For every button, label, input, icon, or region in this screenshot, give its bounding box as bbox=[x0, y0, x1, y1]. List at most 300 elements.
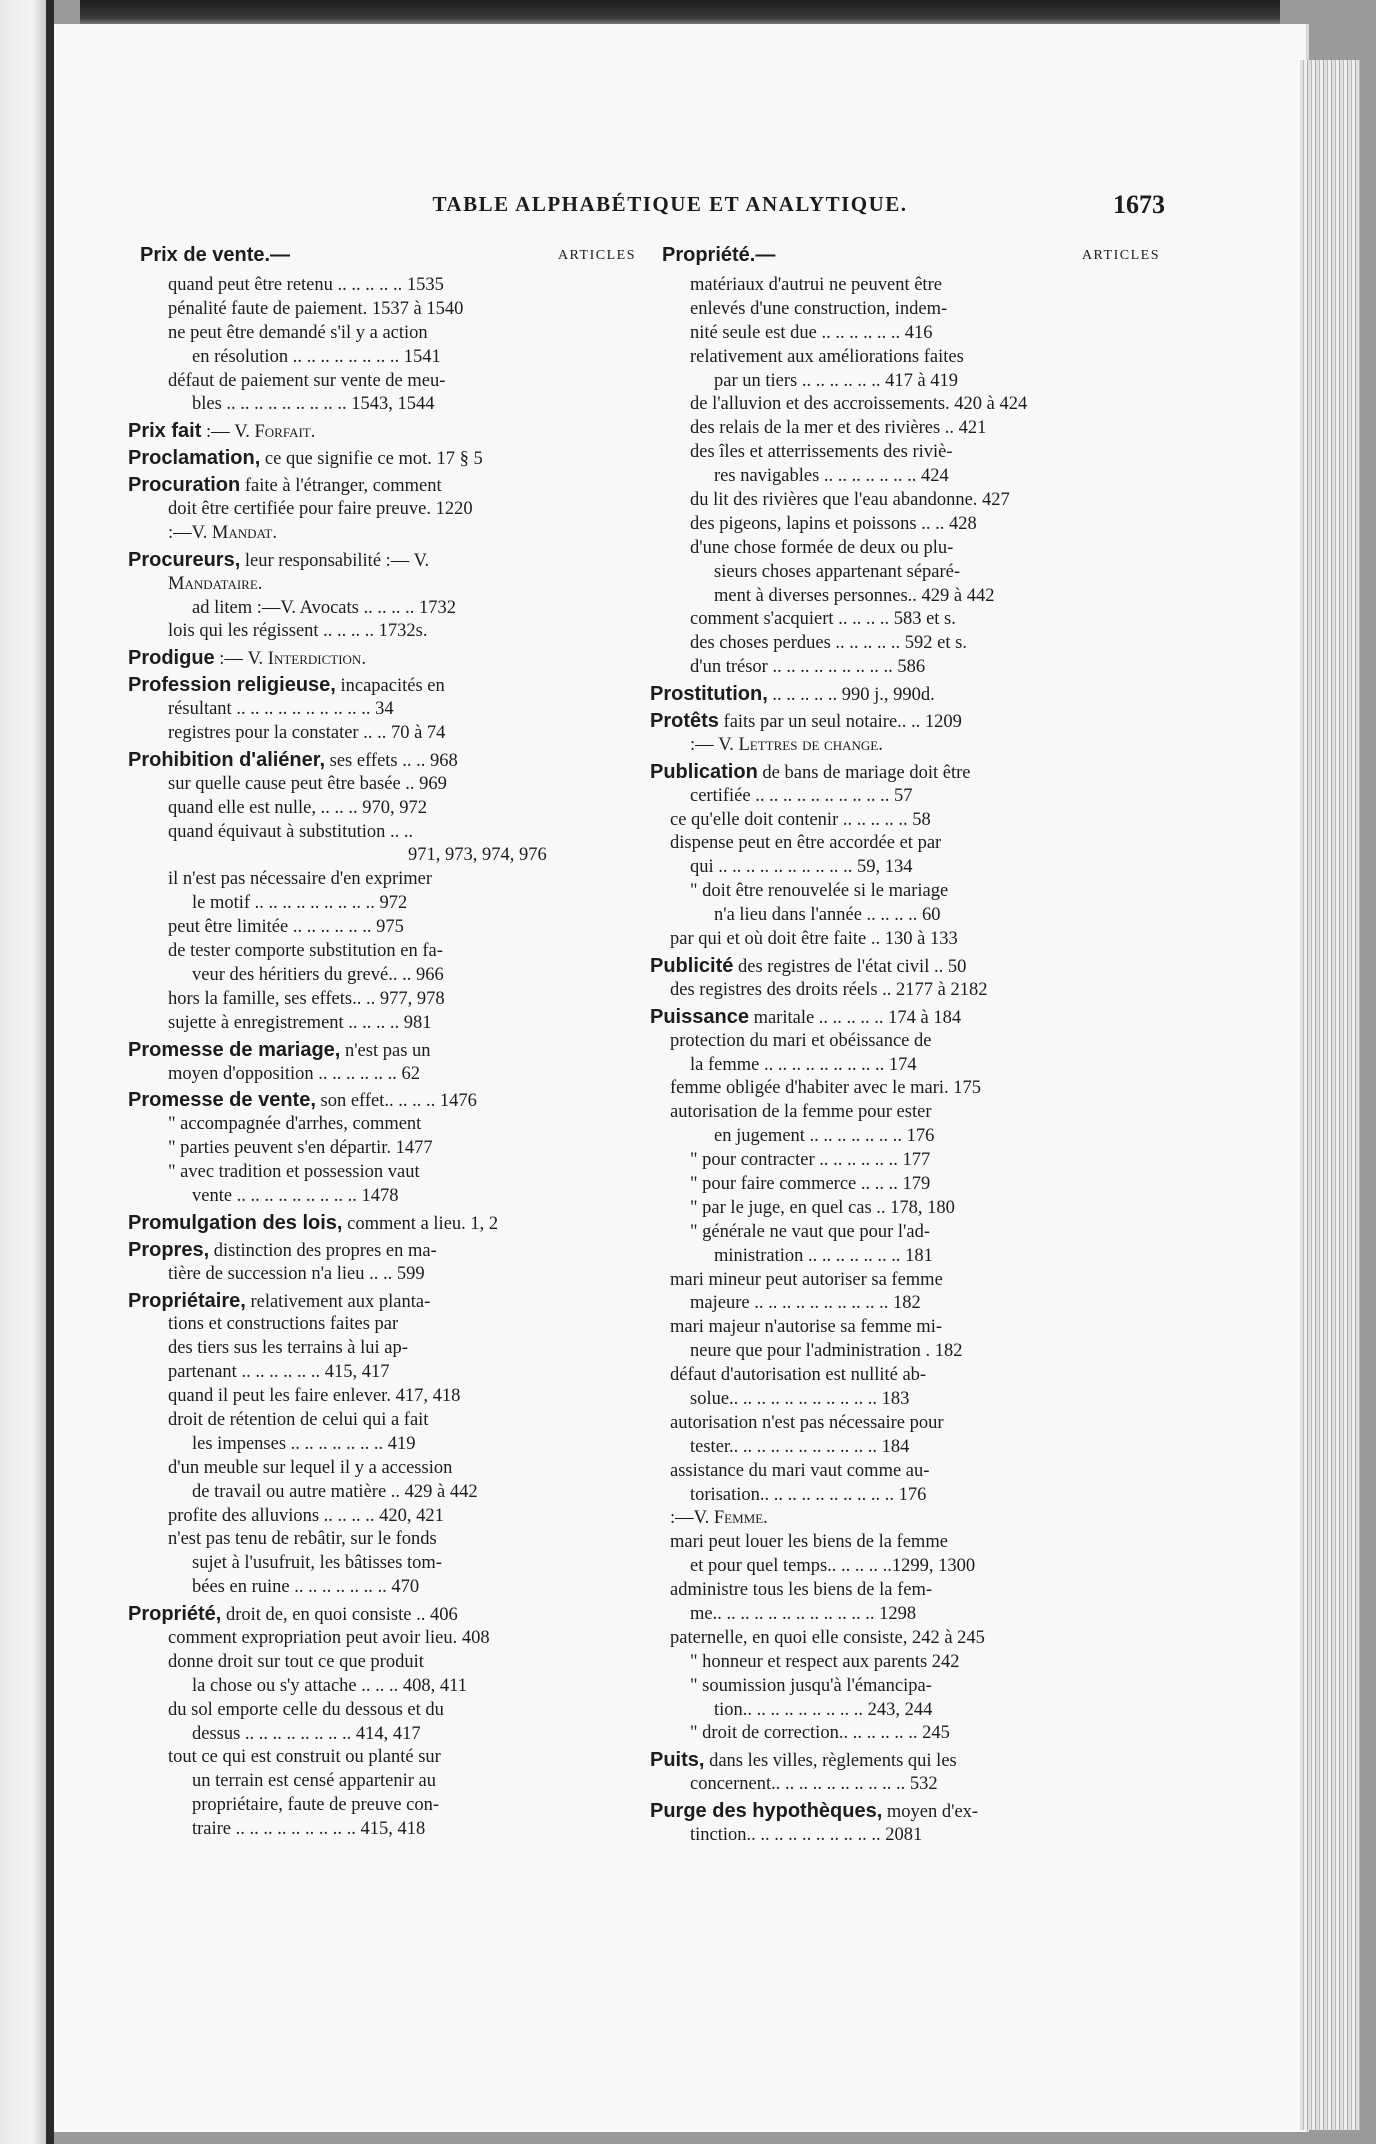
index-text: défaut d'autorisation est nullité ab- bbox=[670, 1365, 927, 1386]
index-text: " générale ne vaut que pour l'ad- bbox=[690, 1221, 930, 1242]
index-text: mari majeur n'autorise sa femme mi- bbox=[670, 1317, 942, 1338]
index-text: bées en ruine .. .. .. .. .. .. .. 470 bbox=[192, 1577, 420, 1598]
index-text: dans les villes, règlements qui les bbox=[709, 1751, 957, 1772]
index-text: faite à l'étranger, comment bbox=[244, 476, 442, 497]
index-text: du sol emporte celle du dessous et du bbox=[168, 1699, 444, 1720]
index-line bbox=[128, 1161, 636, 1185]
index-term: Prostitution, bbox=[650, 683, 768, 706]
index-text: défaut de paiement sur vente de meu- bbox=[168, 370, 446, 391]
index-text: la femme .. .. .. .. .. .. .. .. .. 174 bbox=[690, 1054, 917, 1075]
index-term: Propriétaire, bbox=[128, 1289, 246, 1312]
index-line bbox=[650, 417, 1160, 441]
index-line bbox=[650, 441, 1160, 465]
index-line bbox=[128, 1552, 636, 1576]
index-text: majeure .. .. .. .. .. .. .. .. .. .. 182 bbox=[690, 1293, 921, 1314]
index-text: de travail ou autre matière .. 429 à 442 bbox=[192, 1481, 478, 1502]
cross-reference: V. Lettres de change. bbox=[718, 734, 883, 755]
index-term: Procuration bbox=[128, 474, 241, 497]
index-line bbox=[128, 1361, 636, 1385]
index-line bbox=[650, 1412, 1160, 1436]
index-text: tion.. .. .. .. .. .. .. .. .. 243, 244 bbox=[714, 1699, 933, 1720]
index-text: " soumission jusqu'à l'émancipa- bbox=[690, 1675, 932, 1696]
index-line bbox=[128, 1137, 636, 1161]
index-text: des registres des droits réels .. 2177 à 2182 bbox=[670, 979, 988, 1000]
index-line bbox=[128, 447, 636, 471]
cross-reference: V. Femme. bbox=[693, 1508, 768, 1529]
index-text: peut être limitée .. .. .. .. .. .. 975 bbox=[168, 917, 404, 938]
index-line bbox=[650, 632, 1160, 656]
index-line bbox=[650, 904, 1160, 928]
index-line bbox=[650, 955, 1160, 979]
index-line bbox=[128, 1239, 636, 1263]
index-text: sur quelle cause peut être basée .. 969 bbox=[168, 773, 447, 794]
index-text: des pigeons, lapins et poissons .. .. 428 bbox=[690, 513, 977, 534]
index-line bbox=[128, 1313, 636, 1337]
index-text: les impenses .. .. .. .. .. .. .. 419 bbox=[192, 1433, 416, 1454]
index-line bbox=[650, 1627, 1160, 1651]
index-term: Purge des hypothèques, bbox=[650, 1800, 883, 1823]
index-text: et pour quel temps.. .. .. .. ..1299, 1300 bbox=[690, 1556, 976, 1577]
index-text: certifiée .. .. .. .. .. .. .. .. .. .. 57 bbox=[690, 785, 913, 806]
index-entry bbox=[128, 749, 636, 1036]
index-text: n'est pas tenu de rebâtir, sur le fonds bbox=[168, 1529, 437, 1550]
index-text: comment s'acquiert .. .. .. .. 583 et s. bbox=[690, 609, 956, 630]
index-line bbox=[650, 274, 1160, 298]
articles-label: ARTICLES bbox=[1081, 248, 1160, 263]
index-entry bbox=[650, 761, 1160, 952]
index-term: Promulgation des lois, bbox=[128, 1211, 343, 1234]
index-term: Propriété, bbox=[128, 1603, 222, 1626]
index-text: il n'est pas nécessaire d'en exprimer bbox=[168, 869, 433, 890]
index-line bbox=[650, 1245, 1160, 1269]
index-text: :— bbox=[219, 649, 248, 670]
index-text: par qui et où doit être faite .. 130 à 133 bbox=[670, 929, 958, 950]
index-text: ministration .. .. .. .. .. .. .. 181 bbox=[714, 1245, 933, 1266]
index-line bbox=[128, 868, 636, 892]
index-entry bbox=[128, 674, 636, 746]
index-text: sieurs choses appartenant séparé- bbox=[714, 561, 961, 582]
cross-reference: V. Forfait. bbox=[234, 422, 316, 443]
index-line bbox=[128, 773, 636, 797]
index-line bbox=[128, 597, 636, 621]
index-term: Proclamation, bbox=[128, 447, 261, 470]
index-line bbox=[128, 1433, 636, 1457]
index-text: neure que pour l'administration . 182 bbox=[690, 1341, 963, 1362]
index-text: des registres de l'état civil .. 50 bbox=[737, 956, 967, 977]
index-line bbox=[650, 761, 1160, 785]
index-line bbox=[128, 1089, 636, 1113]
index-term: Publicité bbox=[650, 954, 734, 977]
index-line bbox=[128, 1528, 636, 1552]
index-line bbox=[650, 1340, 1160, 1364]
page-number: 1673 bbox=[1113, 190, 1165, 219]
index-line bbox=[128, 573, 636, 597]
index-entry bbox=[128, 1603, 636, 1842]
index-line bbox=[650, 1579, 1160, 1603]
index-term: Promesse de vente, bbox=[128, 1089, 316, 1112]
index-text: quand peut être retenu .. .. .. .. .. 1535 bbox=[168, 275, 444, 295]
left-page-edge bbox=[0, 0, 46, 2144]
index-line bbox=[650, 1221, 1160, 1245]
index-text: ad litem :—V. Avocats .. .. .. .. 1732 bbox=[192, 597, 456, 618]
index-text: distinction des propres en ma- bbox=[213, 1240, 437, 1261]
index-entry bbox=[650, 710, 1160, 758]
index-text: ce que signifie ce mot. 17 § 5 bbox=[264, 449, 483, 470]
index-text: par un tiers .. .. .. .. .. .. 417 à 419 bbox=[714, 370, 959, 391]
index-text: droit de, en quoi consiste .. 406 bbox=[225, 1605, 458, 1626]
index-term: Puissance bbox=[650, 1005, 749, 1028]
index-text: des îles et atterrissements des riviè- bbox=[690, 442, 953, 463]
index-line bbox=[128, 1505, 636, 1529]
index-text: " par le juge, en quel cas .. 178, 180 bbox=[690, 1197, 955, 1218]
index-line bbox=[650, 322, 1160, 346]
index-line bbox=[650, 1173, 1160, 1197]
index-text: " accompagnée d'arrhes, comment bbox=[168, 1114, 422, 1135]
index-text: " pour faire commerce .. .. .. 179 bbox=[690, 1173, 931, 1194]
index-line bbox=[650, 489, 1160, 513]
index-text: des choses perdues .. .. .. .. .. 592 et s. bbox=[690, 633, 967, 654]
index-text: donne droit sur tout ce que produit bbox=[168, 1651, 424, 1672]
index-line bbox=[650, 880, 1160, 904]
index-text: moyen d'opposition .. .. .. .. .. .. 62 bbox=[168, 1063, 421, 1084]
index-text: " doit être renouvelée si le mariage bbox=[690, 881, 949, 902]
right-column bbox=[650, 244, 1160, 1848]
index-line bbox=[650, 1364, 1160, 1388]
index-text: en résolution .. .. .. .. .. .. .. .. 1541 bbox=[192, 346, 441, 367]
index-line bbox=[128, 1627, 636, 1651]
index-text: veur des héritiers du grevé.. .. 966 bbox=[192, 964, 444, 985]
index-entry bbox=[128, 1239, 636, 1287]
index-line bbox=[128, 474, 636, 498]
index-line bbox=[650, 683, 1160, 707]
index-text: tions et constructions faites par bbox=[168, 1314, 399, 1335]
scan-top-band bbox=[80, 0, 1280, 26]
index-line bbox=[128, 988, 636, 1012]
index-line bbox=[128, 1409, 636, 1433]
index-line bbox=[128, 1675, 636, 1699]
index-text: enlevés d'une construction, indem- bbox=[690, 298, 948, 319]
index-line bbox=[650, 513, 1160, 537]
index-text: ne peut être demandé s'il y a action bbox=[168, 322, 428, 343]
index-line bbox=[128, 1337, 636, 1361]
index-line bbox=[128, 1039, 636, 1063]
index-entry bbox=[128, 1290, 636, 1601]
index-line bbox=[650, 1006, 1160, 1030]
index-text: des relais de la mer et des rivières .. 421 bbox=[690, 418, 987, 439]
index-line bbox=[128, 1603, 636, 1627]
index-line bbox=[128, 298, 636, 322]
index-term: Propres, bbox=[128, 1238, 210, 1261]
index-line bbox=[650, 832, 1160, 856]
index-line bbox=[650, 928, 1160, 952]
index-text: paternelle, en quoi elle consiste, 242 à 245 bbox=[670, 1627, 985, 1648]
index-line bbox=[128, 964, 636, 988]
index-text: femme obligée d'habiter avec le mari. 175 bbox=[670, 1078, 982, 1099]
index-entry bbox=[128, 274, 636, 417]
index-line bbox=[650, 1484, 1160, 1508]
index-line bbox=[650, 298, 1160, 322]
index-line bbox=[650, 1460, 1160, 1484]
index-text: dispense peut en être accordée et par bbox=[670, 833, 942, 854]
entry-list bbox=[650, 274, 1160, 1848]
index-text: autorisation de la femme pour ester bbox=[670, 1102, 932, 1123]
index-line bbox=[650, 1824, 1160, 1848]
index-text: doit être certifiée pour faire preuve. 1220 bbox=[168, 499, 473, 520]
index-text: mari peut louer les biens de la femme bbox=[670, 1532, 948, 1553]
index-term: Publication bbox=[650, 760, 758, 783]
index-text: " avec tradition et possession vaut bbox=[168, 1162, 420, 1183]
index-text: pénalité faute de paiement. 1537 à 1540 bbox=[168, 298, 464, 319]
column-head-term: Prix de vente.— bbox=[140, 244, 291, 266]
index-line bbox=[128, 916, 636, 940]
page-header-title: TABLE ALPHABÉTIQUE ET ANALYTIQUE. bbox=[432, 192, 908, 216]
index-line bbox=[128, 522, 636, 546]
index-line bbox=[128, 420, 636, 444]
index-line bbox=[128, 498, 636, 522]
index-line bbox=[650, 585, 1160, 609]
index-line bbox=[128, 749, 636, 773]
index-line bbox=[128, 1063, 636, 1087]
index-line bbox=[128, 821, 636, 845]
index-text: en jugement .. .. .. .. .. .. .. 176 bbox=[714, 1126, 935, 1147]
index-entry bbox=[128, 447, 636, 471]
index-text: d'un meuble sur lequel il y a accession bbox=[168, 1457, 453, 1478]
entry-list bbox=[128, 274, 636, 1842]
index-entry bbox=[650, 683, 1160, 707]
index-line bbox=[650, 346, 1160, 370]
index-line bbox=[650, 1316, 1160, 1340]
index-text: " droit de correction.. .. .. .. .. .. 245 bbox=[690, 1723, 950, 1744]
index-text: qui .. .. .. .. .. .. .. .. .. .. 59, 134 bbox=[690, 857, 913, 878]
index-text: leur responsabilité :— V. bbox=[244, 550, 430, 571]
index-line bbox=[128, 620, 636, 644]
index-line bbox=[128, 698, 636, 722]
index-line bbox=[650, 1388, 1160, 1412]
index-line bbox=[650, 1603, 1160, 1627]
index-line bbox=[128, 1457, 636, 1481]
index-line bbox=[650, 1101, 1160, 1125]
index-line bbox=[128, 393, 636, 417]
column-head-term: Propriété.— bbox=[662, 244, 776, 266]
cross-reference: Mandataire. bbox=[168, 573, 263, 594]
index-text: ce qu'elle doit contenir .. .. .. .. .. 58 bbox=[670, 809, 931, 830]
index-entry bbox=[128, 1089, 636, 1208]
index-text: administre tous les biens de la fem- bbox=[670, 1580, 933, 1601]
index-text: concernent.. .. .. .. .. .. .. .. .. .. 532 bbox=[690, 1774, 938, 1795]
index-text: sujette à enregistrement .. .. .. .. 981 bbox=[168, 1012, 432, 1033]
index-term: Procureurs, bbox=[128, 548, 241, 571]
index-line bbox=[650, 656, 1160, 680]
index-line bbox=[650, 734, 1160, 758]
index-text: " parties peuvent s'en départir. 1477 bbox=[168, 1138, 433, 1159]
index-text: tière de succession n'a lieu .. .. 599 bbox=[168, 1263, 425, 1284]
cross-reference: V. Mandat. bbox=[191, 522, 277, 543]
index-text: assistance du mari vaut comme au- bbox=[670, 1460, 930, 1481]
index-line bbox=[128, 1746, 636, 1770]
left-column bbox=[128, 244, 636, 1842]
index-line bbox=[650, 1800, 1160, 1824]
index-term: Profession religieuse, bbox=[128, 674, 336, 697]
index-line bbox=[128, 844, 636, 868]
articles-label: ARTICLES bbox=[557, 248, 636, 263]
index-line bbox=[650, 465, 1160, 489]
index-text: de tester comporte substitution en fa- bbox=[168, 941, 443, 962]
index-text: du lit des rivières que l'eau abandonne. 427 bbox=[690, 490, 1010, 511]
index-term: Prohibition d'aliéner, bbox=[128, 748, 326, 771]
index-term: Puits, bbox=[650, 1749, 705, 1772]
index-text: quand elle est nulle, .. .. .. 970, 972 bbox=[168, 797, 427, 818]
index-line bbox=[650, 1555, 1160, 1579]
index-text: quand il peut les faire enlever. 417, 418 bbox=[168, 1386, 461, 1407]
index-text: tester.. .. .. .. .. .. .. .. .. .. .. 184 bbox=[690, 1436, 910, 1457]
index-text: dessus .. .. .. .. .. .. .. .. 414, 417 bbox=[192, 1723, 421, 1744]
index-term: Promesse de mariage, bbox=[128, 1038, 341, 1061]
index-text: partenant .. .. .. .. .. .. 415, 417 bbox=[168, 1362, 390, 1383]
index-line bbox=[128, 346, 636, 370]
index-text: de bans de mariage doit être bbox=[762, 762, 971, 783]
index-text: droit de rétention de celui qui a fait bbox=[168, 1409, 429, 1430]
index-text: me.. .. .. .. .. .. .. .. .. .. .. .. 1298 bbox=[690, 1603, 917, 1624]
index-text: registres pour la constater .. .. 70 à 74 bbox=[168, 723, 446, 744]
index-text: n'est pas un bbox=[344, 1040, 431, 1061]
index-line bbox=[128, 1012, 636, 1036]
index-entry bbox=[650, 1800, 1160, 1848]
index-text: d'un trésor .. .. .. .. .. .. .. .. .. 586 bbox=[690, 657, 926, 678]
index-entry bbox=[650, 955, 1160, 1003]
cross-reference: V. Interdiction. bbox=[247, 649, 366, 670]
index-line bbox=[650, 809, 1160, 833]
index-text: res navigables .. .. .. .. .. .. .. 424 bbox=[714, 466, 949, 487]
index-text: maritale .. .. .. .. .. 174 à 184 bbox=[753, 1007, 962, 1028]
index-text: .. .. .. .. .. 990 j., 990d. bbox=[772, 685, 935, 706]
index-line bbox=[128, 940, 636, 964]
index-line bbox=[650, 1030, 1160, 1054]
index-term: Prix fait bbox=[128, 420, 202, 443]
index-text: un terrain est censé appartenir au bbox=[192, 1771, 436, 1792]
index-text: d'une chose formée de deux ou plu- bbox=[690, 537, 954, 558]
index-line bbox=[650, 1054, 1160, 1078]
index-line bbox=[650, 1269, 1160, 1293]
index-text: faits par un seul notaire.. .. 1209 bbox=[723, 712, 962, 733]
index-line bbox=[128, 1699, 636, 1723]
index-line bbox=[650, 1749, 1160, 1773]
index-term: Protêts bbox=[650, 710, 719, 733]
book-gutter bbox=[46, 0, 54, 2144]
index-line bbox=[128, 1385, 636, 1409]
index-entry bbox=[128, 1039, 636, 1087]
index-line bbox=[650, 1197, 1160, 1221]
index-text: la chose ou s'y attache .. .. .. 408, 411 bbox=[192, 1675, 467, 1696]
index-line bbox=[128, 370, 636, 394]
index-text: :— bbox=[205, 422, 235, 443]
index-text: incapacités en bbox=[340, 676, 445, 697]
index-line bbox=[128, 647, 636, 671]
index-line bbox=[128, 1770, 636, 1794]
index-text: matériaux d'autrui ne peuvent être bbox=[690, 275, 942, 295]
index-line bbox=[128, 1818, 636, 1842]
index-line bbox=[650, 785, 1160, 809]
index-line bbox=[650, 856, 1160, 880]
index-line bbox=[650, 370, 1160, 394]
index-text: mari mineur peut autoriser sa femme bbox=[670, 1269, 943, 1290]
index-text: :— bbox=[168, 522, 192, 543]
index-text: sujet à l'usufruit, les bâtisses tom- bbox=[192, 1553, 442, 1574]
index-text: torisation.. .. .. .. .. .. .. .. .. .. 176 bbox=[690, 1484, 927, 1505]
index-text: nité seule est due .. .. .. .. .. .. 416 bbox=[690, 322, 933, 343]
index-line bbox=[128, 1651, 636, 1675]
index-line bbox=[128, 1576, 636, 1600]
index-text: quand équivaut à substitution .. .. bbox=[168, 821, 414, 842]
index-text: :— bbox=[690, 734, 719, 755]
index-text: 971, 973, 974, 976 bbox=[408, 845, 547, 866]
index-line bbox=[650, 561, 1160, 585]
index-line bbox=[650, 1675, 1160, 1699]
index-line bbox=[128, 549, 636, 573]
index-text: " pour contracter .. .. .. .. .. .. 177 bbox=[690, 1150, 931, 1171]
index-text: relativement aux planta- bbox=[250, 1291, 431, 1312]
index-line bbox=[650, 1077, 1160, 1101]
index-line bbox=[650, 1722, 1160, 1746]
index-text: tout ce qui est construit ou planté sur bbox=[168, 1747, 441, 1768]
index-text: résultant .. .. .. .. .. .. .. .. .. .. 34 bbox=[168, 699, 394, 720]
index-line bbox=[128, 1290, 636, 1314]
index-line bbox=[128, 1794, 636, 1818]
index-text: n'a lieu dans l'année .. .. .. .. 60 bbox=[714, 905, 941, 926]
index-text: traire .. .. .. .. .. .. .. .. .. 415, 418 bbox=[192, 1819, 426, 1840]
index-line bbox=[128, 1185, 636, 1209]
index-line bbox=[128, 722, 636, 746]
page-edges bbox=[1300, 60, 1360, 2130]
index-text: le motif .. .. .. .. .. .. .. .. .. 972 bbox=[192, 893, 408, 914]
index-text: ses effets .. .. 968 bbox=[329, 750, 458, 771]
index-text: lois qui les régissent .. .. .. .. 1732s. bbox=[168, 621, 428, 642]
index-entry bbox=[128, 1212, 636, 1236]
index-line bbox=[650, 1773, 1160, 1797]
column-head bbox=[128, 244, 636, 271]
index-line bbox=[128, 1723, 636, 1747]
index-text: autorisation n'est pas nécessaire pour bbox=[670, 1412, 944, 1433]
index-line bbox=[650, 1699, 1160, 1723]
index-text: comment a lieu. 1, 2 bbox=[347, 1213, 499, 1234]
column-head bbox=[650, 244, 1160, 271]
index-line bbox=[650, 608, 1160, 632]
index-text: son effet.. .. .. .. 1476 bbox=[320, 1091, 477, 1112]
index-text: moyen d'ex- bbox=[886, 1802, 979, 1823]
index-line bbox=[650, 537, 1160, 561]
index-entry bbox=[128, 647, 636, 671]
index-text: ment à diverses personnes.. 429 à 442 bbox=[714, 585, 995, 606]
index-text: protection du mari et obéissance de bbox=[670, 1030, 932, 1051]
index-line bbox=[650, 1149, 1160, 1173]
index-line bbox=[128, 797, 636, 821]
index-text: relativement aux améliorations faites bbox=[690, 346, 964, 367]
index-line bbox=[128, 322, 636, 346]
index-entry bbox=[128, 549, 636, 645]
index-line bbox=[128, 1212, 636, 1236]
index-line bbox=[650, 1507, 1160, 1531]
index-entry bbox=[128, 420, 636, 444]
index-line bbox=[650, 1292, 1160, 1316]
index-entry bbox=[650, 1749, 1160, 1797]
index-text: :— bbox=[670, 1508, 694, 1529]
index-line bbox=[650, 1531, 1160, 1555]
index-line bbox=[128, 674, 636, 698]
index-line bbox=[650, 1651, 1160, 1675]
index-text: solue.. .. .. .. .. .. .. .. .. .. .. 183 bbox=[690, 1388, 910, 1409]
index-line bbox=[650, 979, 1160, 1003]
index-term: Prodigue bbox=[128, 647, 215, 670]
index-line bbox=[650, 1436, 1160, 1460]
